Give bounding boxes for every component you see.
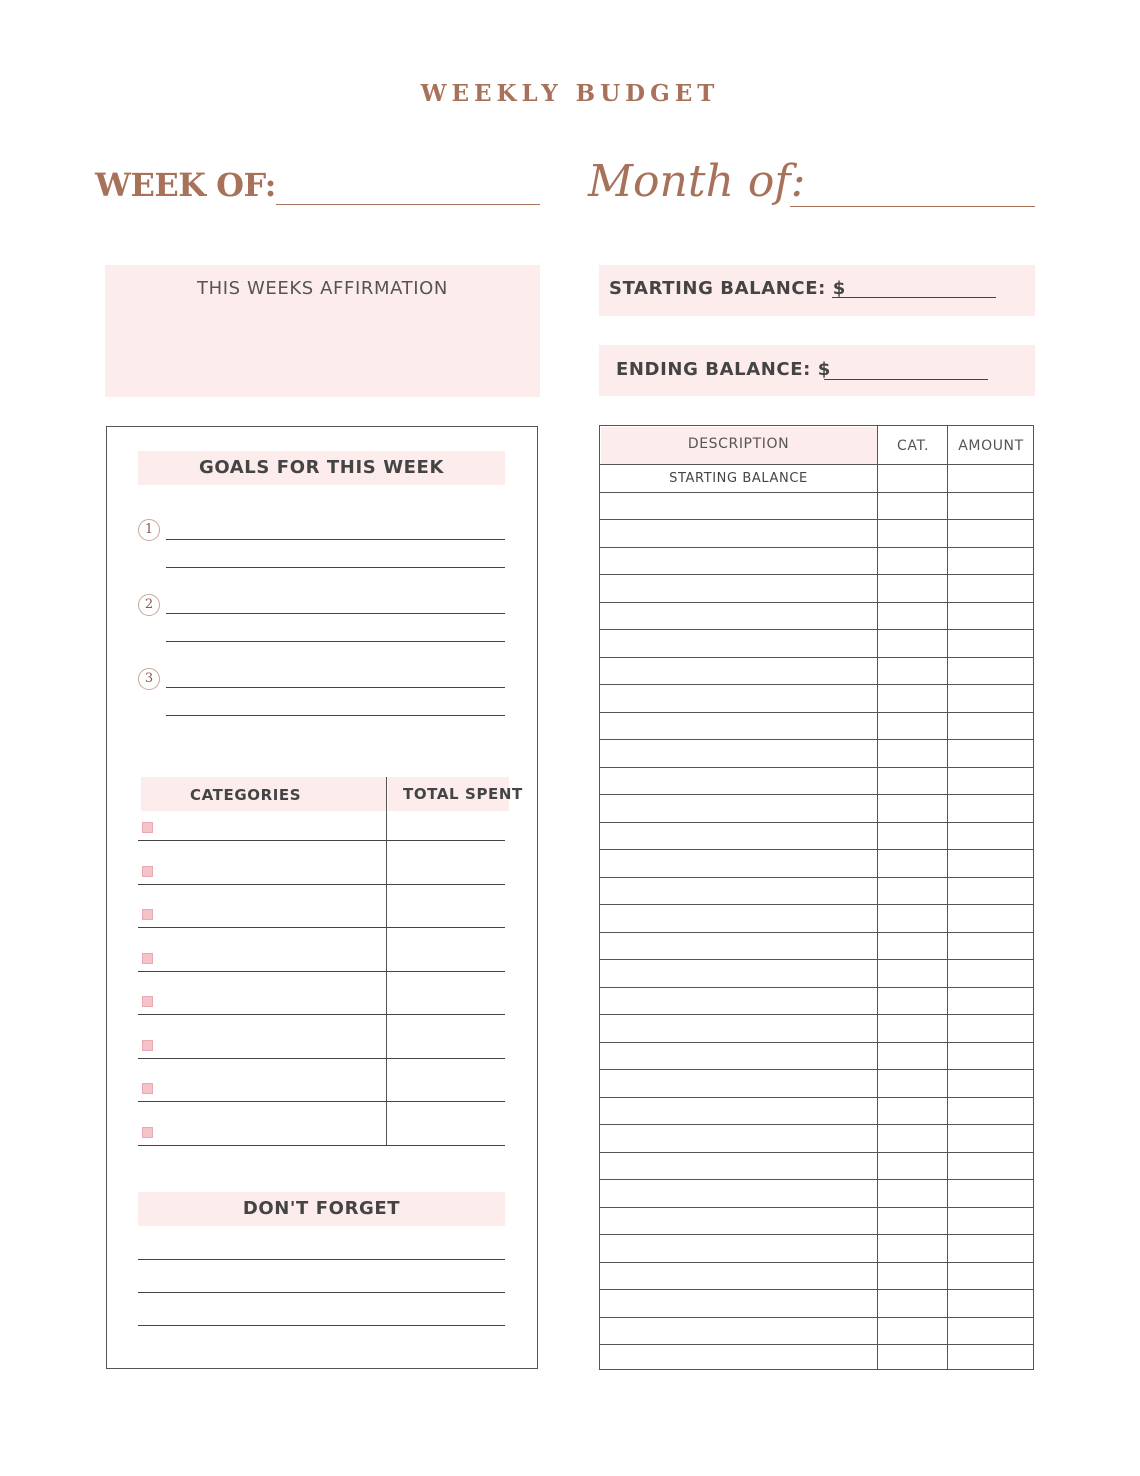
ledger-row[interactable]: [599, 1097, 1034, 1098]
ledger-row[interactable]: [599, 739, 1034, 740]
ledger-row[interactable]: [599, 1262, 1034, 1263]
ledger-row[interactable]: [599, 602, 1034, 603]
ledger-row[interactable]: [599, 959, 1034, 960]
ledger-divider-2: [947, 425, 948, 1370]
ledger-row[interactable]: [599, 1207, 1034, 1208]
category-row-line[interactable]: [138, 971, 505, 972]
ledger-row[interactable]: [599, 712, 1034, 713]
ledger-table: [599, 425, 1034, 1370]
ledger-row[interactable]: [599, 932, 1034, 933]
ledger-row[interactable]: [599, 547, 1034, 548]
ledger-starting-balance-cell: STARTING BALANCE: [669, 471, 808, 486]
ledger-row[interactable]: [599, 1069, 1034, 1070]
category-row-line[interactable]: [138, 1058, 505, 1059]
goal-2-line-2[interactable]: [166, 641, 505, 642]
category-checkbox[interactable]: [142, 866, 153, 877]
week-of-field[interactable]: [276, 204, 540, 205]
category-row-line[interactable]: [138, 1145, 505, 1146]
ledger-row[interactable]: [599, 822, 1034, 823]
ledger-row[interactable]: [599, 1152, 1034, 1153]
category-checkbox[interactable]: [142, 909, 153, 920]
category-checkbox[interactable]: [142, 953, 153, 964]
ledger-row[interactable]: [599, 767, 1034, 768]
category-row-line[interactable]: [138, 1101, 505, 1102]
goal-1-line-2[interactable]: [166, 567, 505, 568]
ledger-row[interactable]: [599, 519, 1034, 520]
ledger-row[interactable]: [599, 464, 1034, 465]
ledger-row[interactable]: [599, 1289, 1034, 1290]
week-of-label: WEEK OF:: [95, 166, 276, 204]
ledger-description-header: DESCRIPTION: [687, 436, 790, 452]
categories-column-header: CATEGORIES: [190, 786, 302, 804]
ledger-row[interactable]: [599, 657, 1034, 658]
category-row-line[interactable]: [138, 1014, 505, 1015]
dont-forget-line[interactable]: [138, 1325, 505, 1326]
goal-number-1: 1: [138, 519, 160, 541]
month-of-field[interactable]: [790, 206, 1035, 207]
ending-balance-label: ENDING BALANCE: $: [616, 359, 831, 380]
ledger-row[interactable]: [599, 1014, 1034, 1015]
categories-divider: [386, 777, 387, 1145]
affirmation-label: THIS WEEKS AFFIRMATION: [197, 278, 448, 299]
ledger-row[interactable]: [599, 1317, 1034, 1318]
ledger-amount-header: AMOUNT: [958, 438, 1024, 454]
starting-balance-label: STARTING BALANCE: $: [609, 278, 846, 299]
goal-3-line-2[interactable]: [166, 715, 505, 716]
ledger-row[interactable]: [599, 574, 1034, 575]
category-row-line[interactable]: [138, 840, 505, 841]
ledger-row[interactable]: [599, 877, 1034, 878]
category-checkbox[interactable]: [142, 1040, 153, 1051]
dont-forget-line[interactable]: [138, 1259, 505, 1260]
category-row-line[interactable]: [138, 884, 505, 885]
goal-1-line-1[interactable]: [166, 539, 505, 540]
page-title: WEEKLY BUDGET: [420, 80, 720, 107]
goals-heading: GOALS FOR THIS WEEK: [138, 451, 505, 485]
goal-3-line-1[interactable]: [166, 687, 505, 688]
ledger-row[interactable]: [599, 1124, 1034, 1125]
category-checkbox[interactable]: [142, 1083, 153, 1094]
ledger-row[interactable]: [599, 492, 1034, 493]
category-checkbox[interactable]: [142, 996, 153, 1007]
category-checkbox[interactable]: [142, 1127, 153, 1138]
ledger-row[interactable]: [599, 1042, 1034, 1043]
dont-forget-line[interactable]: [138, 1292, 505, 1293]
ledger-divider-1: [877, 425, 878, 1370]
category-checkbox[interactable]: [142, 822, 153, 833]
ledger-row[interactable]: [599, 684, 1034, 685]
ledger-row[interactable]: [599, 1234, 1034, 1235]
ledger-row[interactable]: [599, 1344, 1034, 1345]
category-row-line[interactable]: [138, 927, 505, 928]
total-spent-column-header: TOTAL SPENT: [403, 785, 523, 803]
ledger-row[interactable]: [599, 794, 1034, 795]
dont-forget-heading: DON'T FORGET: [138, 1192, 505, 1226]
ledger-row[interactable]: [599, 1179, 1034, 1180]
ending-balance-field[interactable]: [824, 379, 988, 380]
month-of-label: Month of:: [588, 156, 806, 207]
ledger-cat-header: CAT.: [896, 438, 929, 454]
ledger-row[interactable]: [599, 849, 1034, 850]
goal-2-line-1[interactable]: [166, 613, 505, 614]
ledger-row[interactable]: [599, 904, 1034, 905]
goal-number-2: 2: [138, 594, 160, 616]
goal-number-3: 3: [138, 668, 160, 690]
starting-balance-field[interactable]: [832, 297, 996, 298]
ledger-row[interactable]: [599, 987, 1034, 988]
ledger-row[interactable]: [599, 629, 1034, 630]
